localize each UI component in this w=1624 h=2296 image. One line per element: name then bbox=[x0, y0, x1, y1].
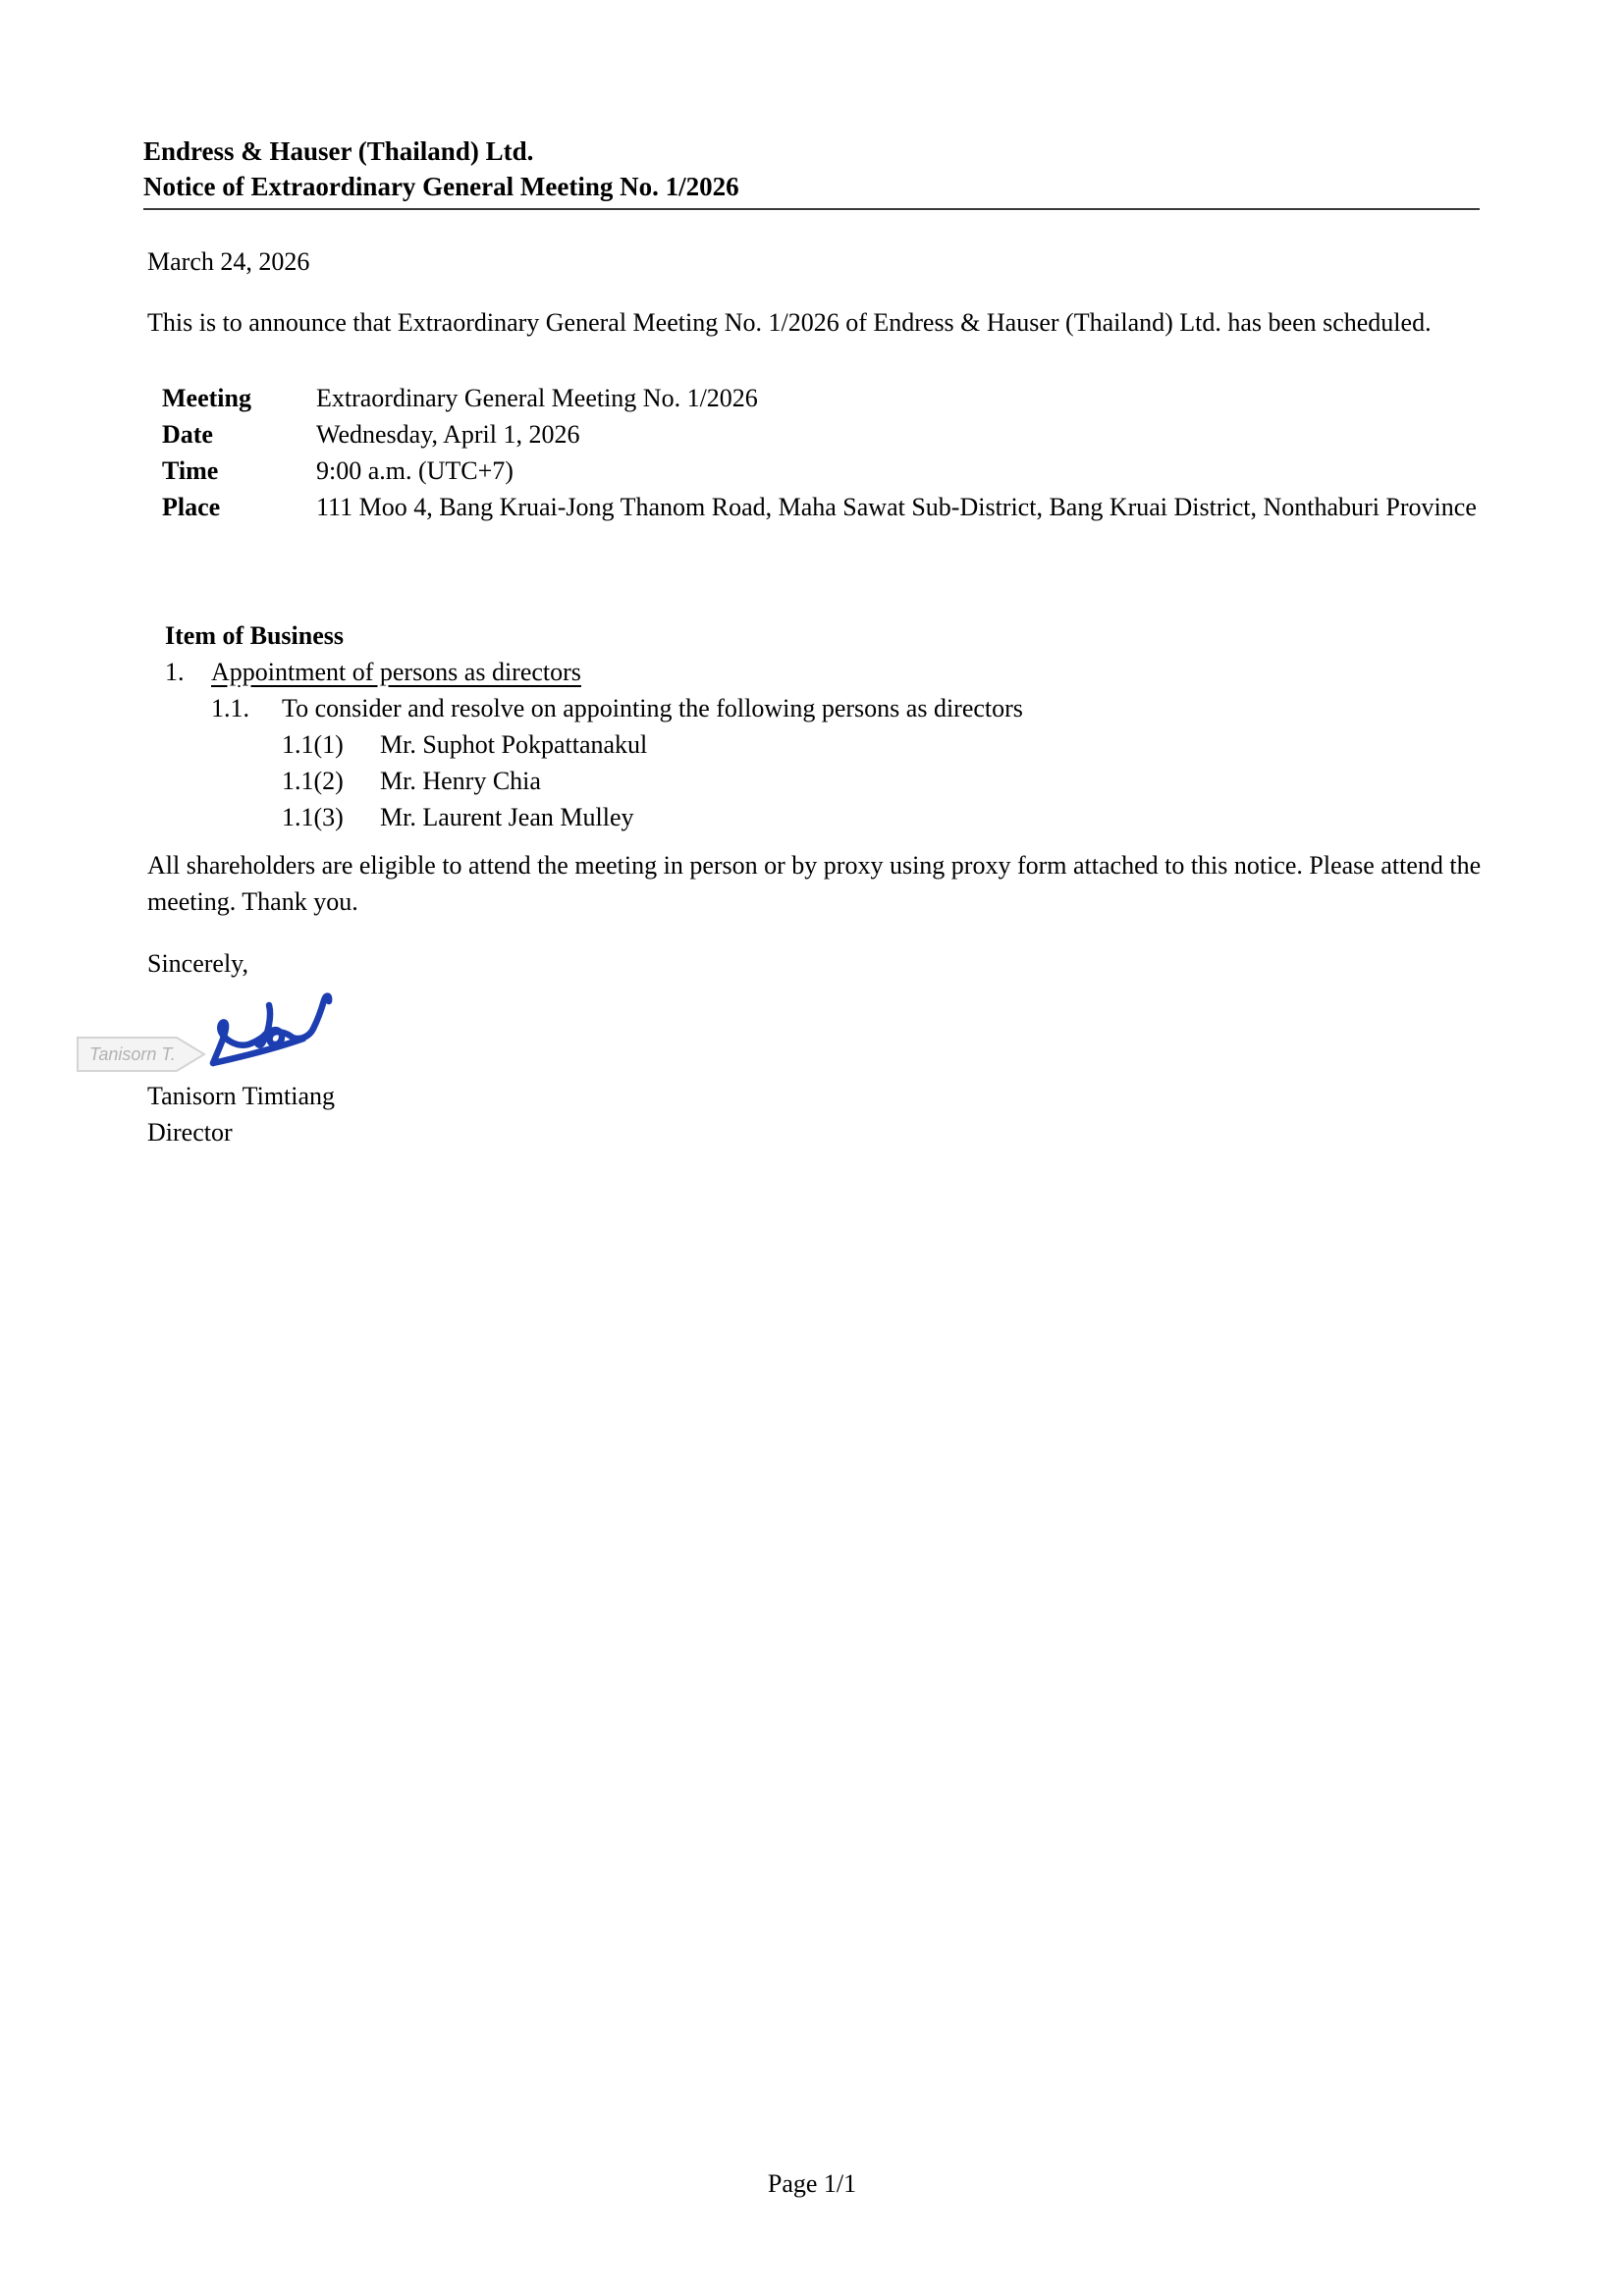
nominee-name: Mr. Laurent Jean Mulley bbox=[380, 803, 634, 831]
detail-label-place: Place bbox=[162, 493, 221, 521]
signer-name: Tanisorn Timtiang bbox=[147, 1082, 336, 1110]
salutation: Sincerely, bbox=[147, 949, 248, 978]
table-row bbox=[162, 416, 1483, 453]
nominee-number: 1.1(2) bbox=[282, 767, 344, 795]
agenda-item-title: Appointment of persons as directors bbox=[211, 658, 581, 686]
signature-ink bbox=[192, 984, 350, 1082]
agenda-subitem bbox=[211, 690, 1481, 726]
meeting-details-table bbox=[162, 380, 1483, 525]
letter-date: March 24, 2026 bbox=[147, 247, 310, 276]
detail-value-date: Wednesday, April 1, 2026 bbox=[316, 420, 580, 449]
table-row bbox=[162, 380, 1483, 416]
signer-title: Director bbox=[147, 1118, 233, 1147]
letterhead bbox=[143, 133, 1480, 210]
detail-label-time: Time bbox=[162, 456, 219, 485]
intro-paragraph: This is to announce that Extraordinary General Meeting No. 1/2026 of Endress & Hauser (Thailand) Ltd. has been scheduled. bbox=[147, 308, 1432, 337]
table-row bbox=[162, 453, 1483, 489]
document-title: Notice of Extraordinary General Meeting No. 1/2026 bbox=[143, 172, 739, 201]
section-heading: Item of Business bbox=[165, 621, 345, 650]
nominee-number: 1.1(3) bbox=[282, 803, 344, 831]
table-row bbox=[162, 489, 1483, 525]
page-number: Page 1/1 bbox=[767, 2169, 857, 2198]
agenda-item bbox=[165, 654, 1481, 690]
nominee-row bbox=[282, 799, 1481, 835]
nominee-number: 1.1(1) bbox=[282, 730, 344, 759]
signature-stamp bbox=[77, 1037, 206, 1072]
detail-value-place: 111 Moo 4, Bang Kruai-Jong Thanom Road, Maha Sawat Sub-District, Bang Kruai District, Nonthaburi Province bbox=[316, 493, 1477, 521]
detail-value-meeting: Extraordinary General Meeting No. 1/2026 bbox=[316, 384, 758, 412]
nominee-row bbox=[282, 763, 1481, 799]
detail-value-time: 9:00 a.m. (UTC+7) bbox=[316, 456, 514, 485]
handwritten-signature bbox=[192, 984, 350, 1082]
nominee-name: Mr. Henry Chia bbox=[380, 767, 541, 795]
closing-paragraph: All shareholders are eligible to attend the meeting in person or by proxy using proxy form attached to this notice. Please attend the meeting. Thank you. bbox=[147, 851, 1482, 916]
item-of-business-section bbox=[165, 617, 1481, 835]
nominee-row bbox=[282, 726, 1481, 763]
agenda-subitem-text: To consider and resolve on appointing the following persons as directors bbox=[282, 694, 1023, 722]
detail-label-date: Date bbox=[162, 420, 213, 449]
agenda-item-number: 1. bbox=[165, 658, 185, 686]
stamp-label: Tanisorn T. bbox=[89, 1044, 176, 1064]
nominee-name: Mr. Suphot Pokpattanakul bbox=[380, 730, 648, 759]
detail-label-meeting: Meeting bbox=[162, 384, 251, 412]
agenda-subitem-number: 1.1. bbox=[211, 694, 249, 722]
company-name: Endress & Hauser (Thailand) Ltd. bbox=[143, 136, 534, 166]
